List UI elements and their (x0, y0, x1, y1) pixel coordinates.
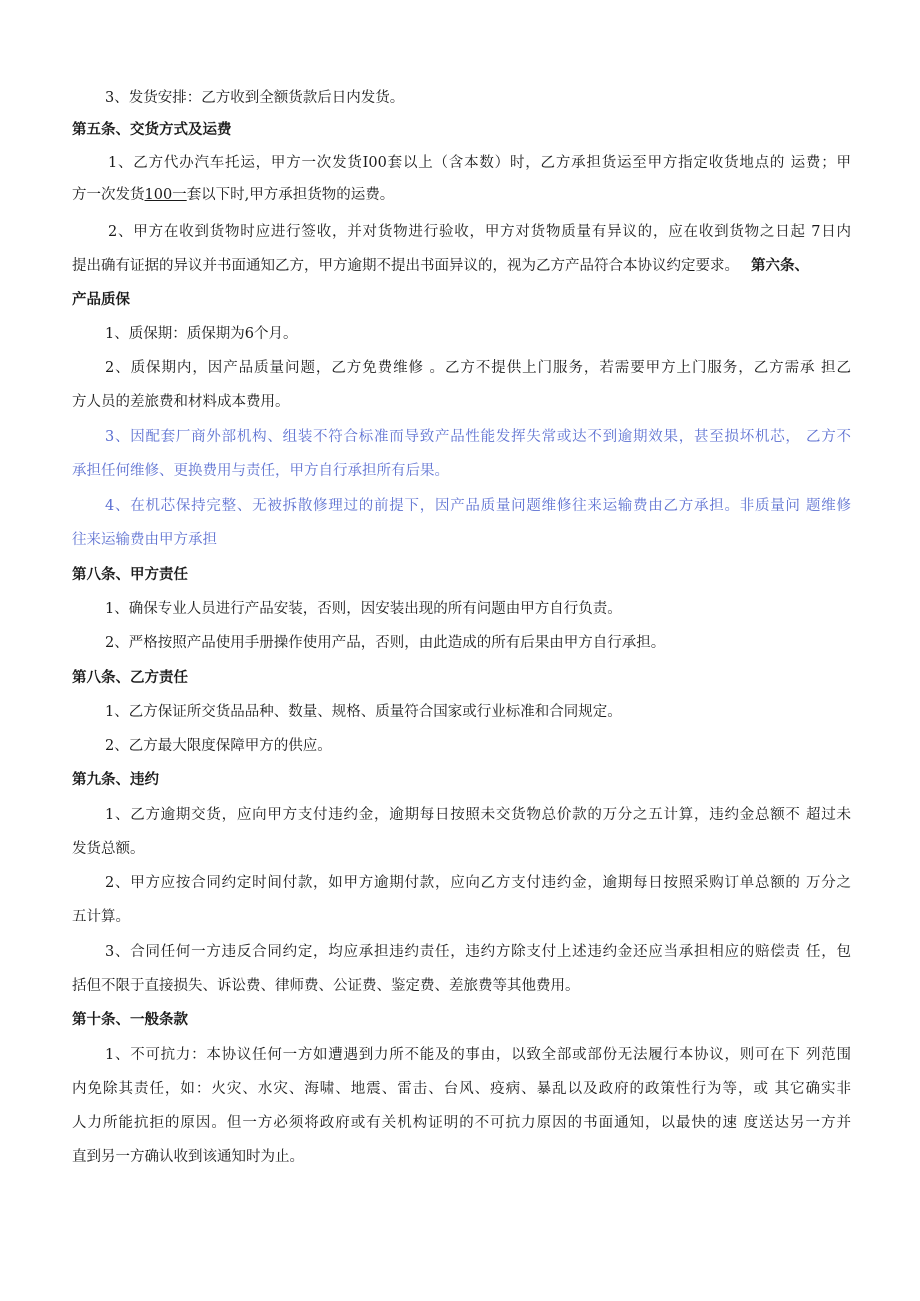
article-6-clause-1: 1、质保期：质保期为6个月。 (105, 326, 298, 342)
article-9-clause-3-line-2: 括但不限于直接损失、诉讼费、律师费、公证费、鉴定费、差旅费等其他费用。 (72, 978, 580, 994)
clause-text: 套以下时,甲方承担货物的运费。 (186, 187, 395, 203)
article-6-clause-2-line-1: 2、质保期内，因产品质量问题，乙方免费维修 。乙方不提供上门服务，若需要甲方上门服务，乙方需承 担乙 (105, 360, 851, 376)
article-6-clause-2-line-2: 方人员的差旅费和材料成本费用。 (72, 394, 290, 410)
underlined-quantity: 100一 (144, 187, 187, 203)
article-9-clause-2-line-1: 2、甲方应按合同约定时间付款，如甲方逾期付款，应向乙方支付违约金，逾期每日按照采购订单总额的 万分之 (105, 875, 851, 891)
article-6-clause-4-line-2: 往来运输费由甲方承担 (72, 532, 217, 548)
article-6-clause-4-line-1: 4、在机芯保持完整、无被拆散修理过的前提下，因产品质量问题维修往来运输费由乙方承担。非质量问 题维修 (105, 498, 851, 514)
article-10-clause-1-line-2: 内免除其责任，如：火灾、水灾、海啸、地震、雷击、台风、疫病、暴乱以及政府的政策性行为等，或 其它确实非 (72, 1081, 851, 1097)
article-9-clause-1-line-2: 发货总额。 (72, 841, 145, 857)
article-8a-clause-2: 2、严格按照产品使用手册操作使用产品，否则，由此造成的所有后果由甲方自行承担。 (105, 635, 666, 651)
article-6-clause-3-line-2: 承担任何维修、更换费用与责任，甲方自行承担所有后果。 (72, 463, 449, 479)
article-9-heading: 第九条、违约 (72, 772, 159, 788)
article-8b-clause-2: 2、乙方最大限度保障甲方的供应。 (105, 738, 332, 754)
article-6-clause-3-line-1: 3、因配套厂商外部机构、组装不符合标准而导致产品性能发挥失常或达不到逾期效果，甚至损坏机芯， 乙方不 (105, 429, 851, 445)
article-5-clause-2-line-1: 2、甲方在收到货物时应进行签收，并对货物进行验收，甲方对货物质量有异议的，应在收到货物之日起 7日内 (108, 224, 851, 240)
article-5-heading: 第五条、交货方式及运费 (72, 122, 232, 138)
article-5-clause-1-line-1: 1、乙方代办汽车托运，甲方一次发货I00套以上（含本数）时，乙方承担货运至甲方指定收货地点的 运费；甲 (108, 155, 851, 171)
article-10-clause-1-line-4: 直到另一方确认收到该通知时为止。 (72, 1149, 304, 1165)
article-9-clause-2-line-2: 五计算。 (72, 909, 130, 925)
article-10-clause-1-line-1: 1、不可抗力：本协议任何一方如遭遇到力所不能及的事由，以致全部或部份无法履行本协议，则可在下 列范围 (105, 1047, 851, 1063)
clause-text: 方一次发货 (72, 187, 145, 203)
article-8b-clause-1: 1、乙方保证所交货品品种、数量、规格、质量符合国家或行业标准和合同规定。 (105, 704, 622, 720)
article-6-heading-cont: 产品质保 (72, 292, 130, 308)
article-8-party-a-heading: 第八条、甲方责任 (72, 567, 188, 583)
clause-text: 提出确有证据的异议并书面通知乙方，甲方逾期不提出书面异议的，视为乙方产品符合本协议约定要求。 (72, 258, 739, 274)
article-10-heading: 第十条、一般条款 (72, 1012, 188, 1028)
article-9-clause-1-line-1: 1、乙方逾期交货，应向甲方支付违约金，逾期每日按照未交货物总价款的万分之五计算，违约金总额不 超过未 (105, 807, 851, 823)
article-8-party-b-heading: 第八条、乙方责任 (72, 670, 188, 686)
article-5-clause-2-line-2 (72, 256, 809, 276)
article-10-clause-1-line-3: 人力所能抗拒的原因。但一方必须将政府或有关机构证明的不可抗力原因的书面通知，以最快的速 度送达另一方并 (72, 1115, 851, 1131)
article-6-heading-start: 第六条、 (751, 258, 809, 274)
article-9-clause-3-line-1: 3、合同任何一方违反合同约定，均应承担违约责任，违约方除支付上述违约金还应当承担相应的赔偿责 任，包 (105, 944, 851, 960)
shipping-arrangement: 3、发货安排：乙方收到全额货款后日内发货。 (105, 90, 405, 106)
article-8a-clause-1: 1、确保专业人员进行产品安装，否则，因安装出现的所有问题由甲方自行负责。 (105, 601, 622, 617)
article-5-clause-1-line-2 (72, 185, 394, 205)
